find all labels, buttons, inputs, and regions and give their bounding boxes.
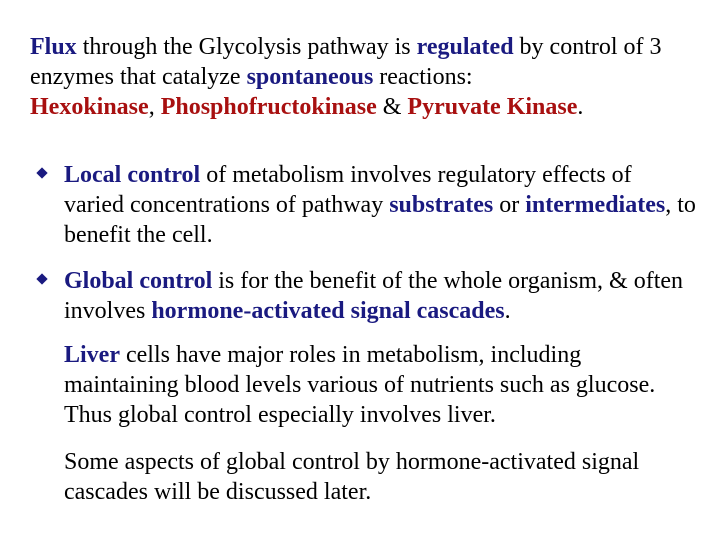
enzyme-pyruvate-kinase: Pyruvate Kinase [407,94,578,120]
bullet-local-control [36,160,696,250]
bullet2-period: . [504,298,511,324]
bullet1-text-2: or [493,192,526,218]
enzyme-hexokinase: Hexokinase [30,94,149,120]
term-local-control: Local control [64,162,201,188]
intro-period: . [577,94,584,120]
intro-paragraph [30,32,700,122]
term-intermediates: intermediates [525,192,666,218]
term-global-control: Global control [64,268,213,294]
bullet-global-control-text [36,266,696,326]
intro-text-1: through the Glycolysis pathway is [76,34,417,60]
bullet-global-control [36,266,696,326]
signal-cascades-paragraph-text: Some aspects of global control by hormone-activated signal cascades will be discussed later. [64,449,640,505]
bullet1-text-1: of metabolism involves regulatory effects of varied concentrations of pathway [64,162,632,218]
intro-comma: , [148,94,161,120]
liver-paragraph-text: cells have major roles in metabolism, including maintaining blood levels various of nutrients such as glucose. Thus global control especially involves liver. [64,342,656,428]
enzyme-phosphofructokinase: Phosphofructokinase [160,94,377,120]
term-liver: Liver [64,342,120,368]
intro-ampersand: & [376,94,408,120]
bullet1-text-3: , to benefit the cell. [64,192,696,248]
term-substrates: substrates [389,192,494,218]
term-hormone-activated-signal-cascades: hormone-activated signal cascades [151,298,505,324]
intro-text-3: reactions: [373,64,473,90]
intro-text-2: by control of 3 enzymes that catalyze [30,34,662,90]
term-spontaneous: spontaneous [246,64,374,90]
liver-paragraph [64,340,696,430]
signal-cascades-paragraph [64,447,696,507]
bullet-local-control-text [36,160,696,250]
bullet2-text-1: is for the benefit of the whole organism, & often involves [64,268,684,324]
term-flux: Flux [30,34,77,60]
term-regulated: regulated [416,34,514,60]
